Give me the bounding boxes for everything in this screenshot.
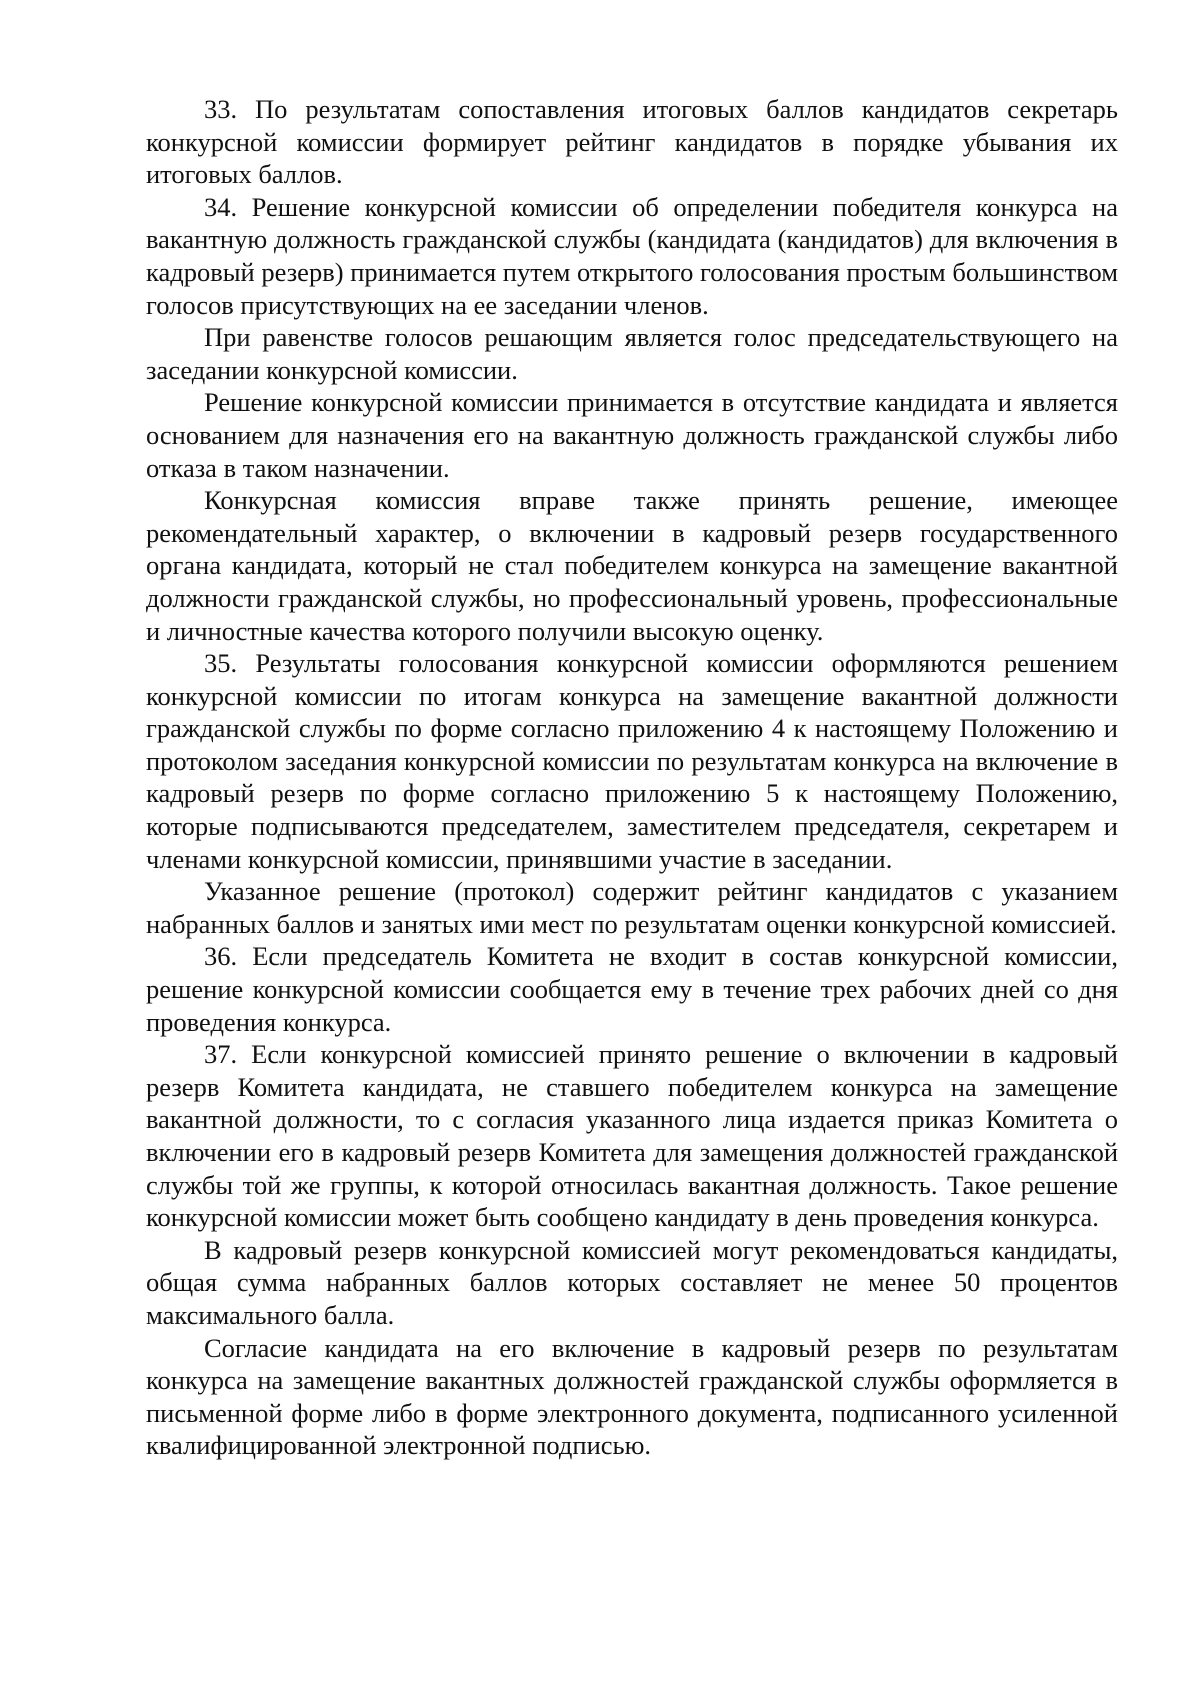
paragraph-37-consent: Согласие кандидата на его включение в кадровый резерв по результатам конкурса на замещение вакантных должностей гражданской службы оформляется в письменной форме либо в форме электронного документа, подписанного усиленной квалифицированной электронной подписью.	[146, 1332, 1118, 1461]
paragraph-34: 34. Решение конкурсной комиссии об определении победителя конкурса на вакантную должность гражданской службы (кандидата (кандидатов) для включения в кадровый резерв) принимается путем открытого голосования простым большинством голосов присутствующих на ее заседании членов.	[146, 191, 1118, 320]
paragraph-34-tie-vote: При равенстве голосов решающим является голос председательствующего на заседании конкурсной комиссии.	[146, 322, 1118, 385]
paragraph-37-threshold: В кадровый резерв конкурсной комиссией могут рекомендоваться кандидаты, общая сумма набранных баллов которых составляет не менее 50 процентов максимального балла.	[146, 1234, 1118, 1330]
paragraph-34-reserve-recommendation: Конкурсная комиссия вправе также принять решение, имеющее рекомендательный характер, о включении в кадровый резерв государственного органа кандидата, который не стал победителем конкурса на замещение вакантной должности гражданской службы, но профессиональный уровень, профессиональные и личностные качества которого получили высокую оценку.	[146, 485, 1118, 646]
paragraph-35: 35. Результаты голосования конкурсной комиссии оформляются решением конкурсной комиссии по итогам конкурса на замещение вакантной должности гражданской службы по форме согласно приложению 4 к настоящему Положению и протоколом заседания конкурсной комиссии по результатам конкурса на включение в кадровый резерв по форме согласно приложению 5 к настоящему Положению, которые подписываются председателем, заместителем председателя, секретарем и членами конкурсной комиссии, принявшими участие в заседании.	[146, 648, 1118, 874]
paragraph-36: 36. Если председатель Комитета не входит в состав конкурсной комиссии, решение конкурсной комиссии сообщается ему в течение трех рабочих дней со дня проведения конкурса.	[146, 941, 1118, 1037]
paragraph-35-rating: Указанное решение (протокол) содержит рейтинг кандидатов с указанием набранных баллов и занятых ими мест по результатам оценки конкурсной комиссией.	[146, 876, 1118, 939]
document-page	[146, 93, 1118, 1462]
paragraph-37: 37. Если конкурсной комиссией принято решение о включении в кадровый резерв Комитета кандидата, не ставшего победителем конкурса на замещение вакантной должности, то с согласия указанного лица издается приказ Комитета о включении его в кадровый резерв Комитета для замещения должностей гражданской службы той же группы, к которой относилась вакантная должность. Такое решение конкурсной комиссии может быть сообщено кандидату в день проведения конкурса.	[146, 1039, 1118, 1233]
paragraph-34-absence: Решение конкурсной комиссии принимается в отсутствие кандидата и является основанием для назначения его на вакантную должность гражданской службы либо отказа в таком назначении.	[146, 387, 1118, 483]
paragraph-33: 33. По результатам сопоставления итоговых баллов кандидатов секретарь конкурсной комиссии формирует рейтинг кандидатов в порядке убывания их итоговых баллов.	[146, 94, 1118, 190]
